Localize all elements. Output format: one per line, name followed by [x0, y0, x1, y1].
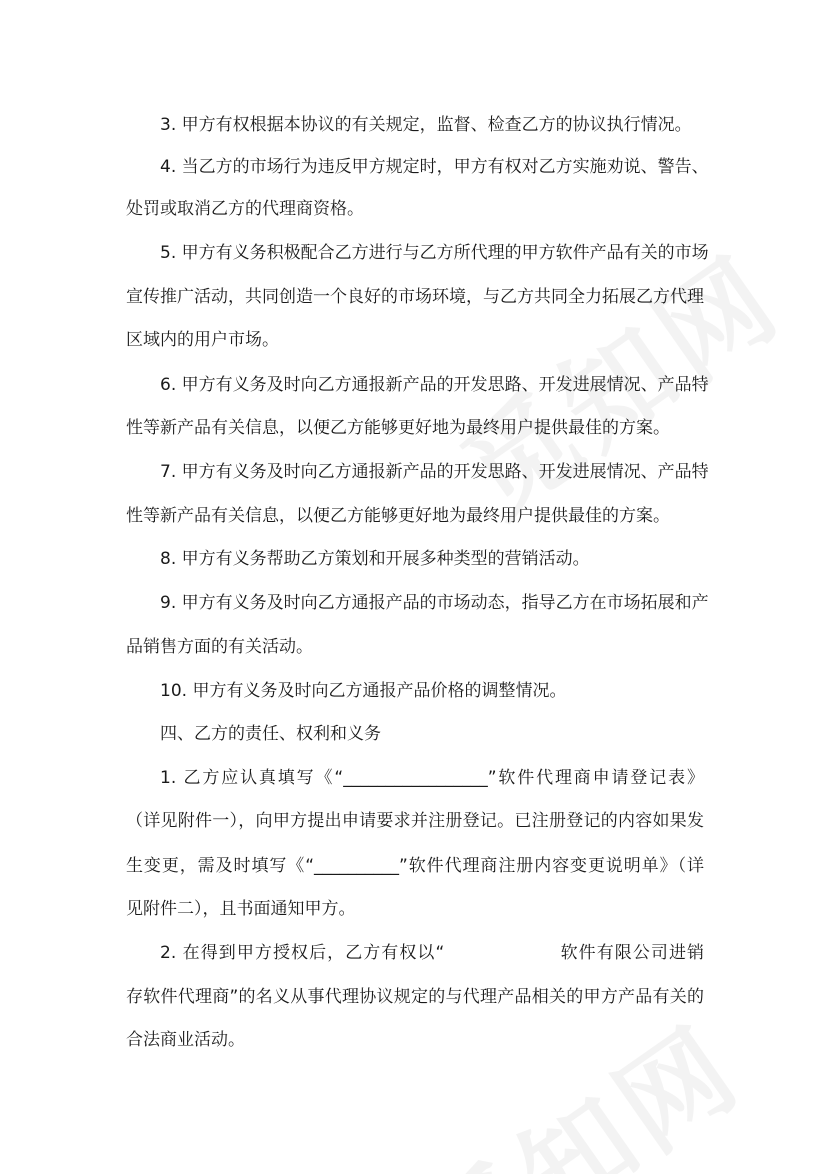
paragraph-line: 10. 甲方有义务及时向乙方通报产品价格的调整情况。: [160, 681, 567, 701]
paragraph-line: 性等新产品有关信息，以便乙方能够更好地为最终用户提供最佳的方案。: [126, 418, 670, 438]
paragraph-line: 5. 甲方有义务积极配合乙方进行与乙方所代理的甲方软件产品有关的市场: [160, 243, 709, 263]
paragraph-line: 2. 在得到甲方授权后，乙方有权以“ 软件有限公司进销: [160, 943, 704, 963]
paragraph-line: 区域内的用户市场。: [126, 330, 279, 350]
paragraph-line: 3. 甲方有权根据本协议的有关规定，监督、检查乙方的协议执行情况。: [160, 115, 692, 135]
paragraph-line: 处罚或取消乙方的代理商资格。: [126, 199, 364, 219]
paragraph-line: 宣传推广活动，共同创造一个良好的市场环境，与乙方共同全力拓展乙方代理: [126, 287, 704, 307]
paragraph-line: 1. 乙方应认真填写《“_________________”软件代理商申请登记表》: [160, 768, 704, 788]
paragraph-line: 4. 当乙方的市场行为违反甲方规定时，甲方有权对乙方实施劝说、警告、: [160, 157, 709, 177]
paragraph-line: 合法商业活动。: [126, 1030, 245, 1050]
section-heading: 四、乙方的责任、权利和义务: [160, 724, 381, 744]
paragraph-line: 见附件二），且书面通知甲方。: [126, 899, 356, 919]
paragraph-line: 7. 甲方有义务及时向乙方通报新产品的开发思路、开发进展情况、产品特: [160, 462, 709, 482]
paragraph-line: 生变更，需及时填写《“__________”软件代理商注册内容变更说明单》（详: [126, 856, 704, 876]
paragraph-line: 6. 甲方有义务及时向乙方通报新产品的开发思路、开发进展情况、产品特: [160, 375, 709, 395]
paragraph-line: 9. 甲方有义务及时向乙方通报产品的市场动态，指导乙方在市场拓展和产: [160, 593, 709, 613]
paragraph-line: 存软件代理商”的名义从事代理协议规定的与代理产品相关的甲方产品有关的: [126, 987, 704, 1007]
paragraph-line: 性等新产品有关信息，以便乙方能够更好地为最终用户提供最佳的方案。: [126, 506, 670, 526]
paragraph-line: 8. 甲方有义务帮助乙方策划和开展多种类型的营销活动。: [160, 549, 590, 569]
paragraph-line: 品销售方面的有关活动。: [126, 637, 313, 657]
paragraph-line: （详见附件一），向甲方提出申请要求并注册登记。已注册登记的内容如果发: [126, 811, 704, 831]
